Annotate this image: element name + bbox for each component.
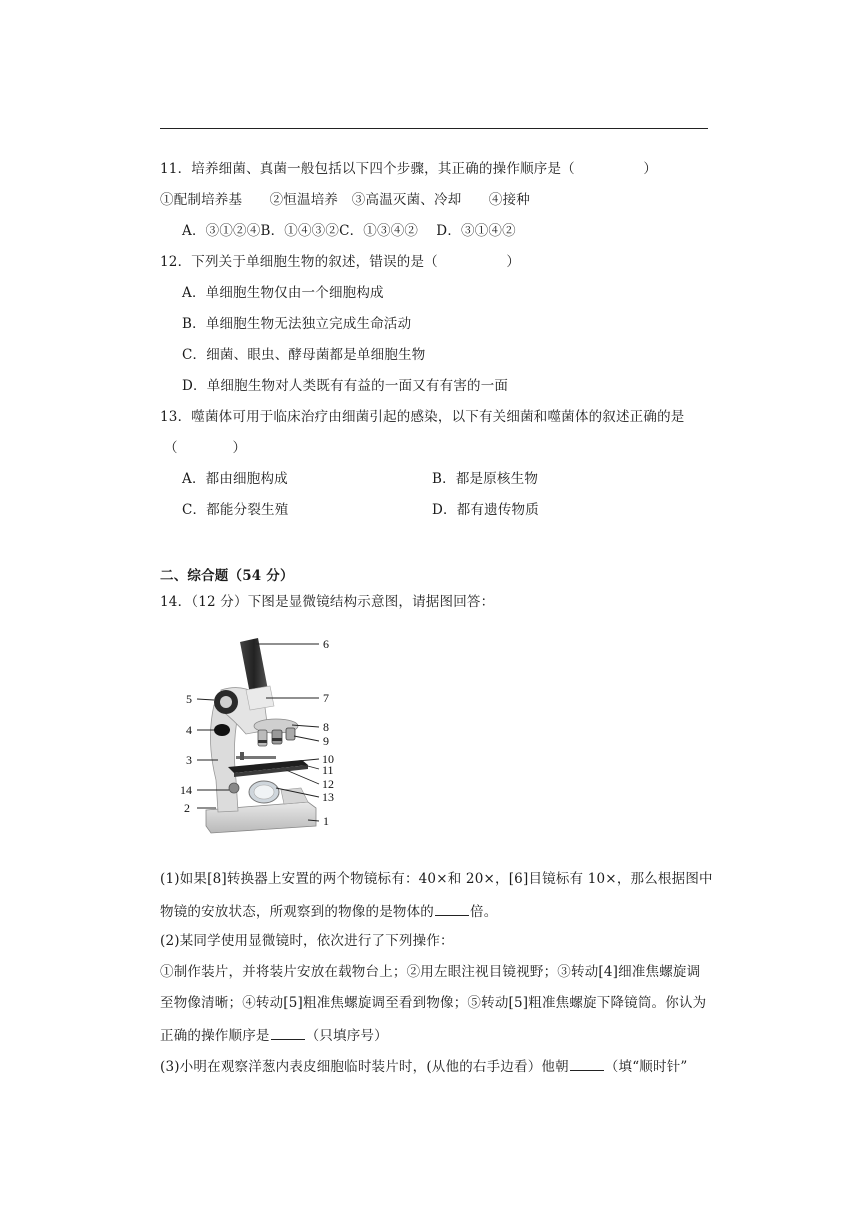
- label-4: 4: [186, 723, 192, 737]
- q12-option-d: D．单细胞生物对人类既有有益的一面又有有害的一面: [182, 378, 509, 394]
- q14-part1-line2: [160, 901, 497, 921]
- answer-blank-2[interactable]: [271, 1025, 305, 1040]
- label-11: 11: [322, 763, 334, 777]
- q14-part3-suffix: （填“顺时针”: [604, 1059, 688, 1075]
- label-8: 8: [323, 720, 329, 734]
- label-6: 6: [323, 637, 329, 651]
- q13-option-d: D．都有遗传物质: [432, 502, 539, 518]
- q14-part2-line1: (2)某同学使用显微镜时，依次进行了下列操作：: [160, 933, 454, 949]
- answer-blank-1[interactable]: [435, 901, 469, 916]
- q13-answer-paren: （ ）: [164, 440, 247, 456]
- label-14: 14: [180, 783, 192, 797]
- q12-option-b: B．单细胞生物无法独立完成生命活动: [182, 316, 412, 332]
- q14-part2-line3: 至物像清晰；④转动[5]粗准焦螺旋调至看到物像；⑤转动[5]粗准焦螺旋下降镜筒。你认为: [160, 995, 707, 1011]
- q14-part2-suffix: （只填序号）: [305, 1028, 388, 1044]
- q12-option-a: A．单细胞生物仅由一个细胞构成: [182, 285, 384, 301]
- q11-steps: ①配制培养基 ②恒温培养 ③高温灭菌、冷却 ④接种: [160, 192, 530, 208]
- label-1: 1: [323, 814, 329, 828]
- q14-part3-line1: [160, 1056, 688, 1076]
- q14-part1-line1: (1)如果[8]转换器上安置的两个物镜标有：40×和 20×，[6]目镜标有 10×，那么根据图中: [160, 871, 713, 887]
- q14-part2-line2: ①制作装片，并将装片安放在载物台上；②用左眼注视目镜视野；③转动[4]细准焦螺旋调: [160, 964, 701, 980]
- q11-options: A．③①②④B．①④③②C．①③④② D．③①④②: [182, 223, 516, 239]
- q14-part3-text: (3)小明在观察洋葱内表皮细胞临时装片时，(从他的右手边看）他朝: [160, 1059, 569, 1075]
- answer-blank-3[interactable]: [570, 1056, 604, 1071]
- section-heading: 二、综合题（54 分）: [160, 568, 294, 584]
- q14-part2-text: 正确的操作顺序是: [160, 1028, 270, 1044]
- q14-stem: 14．（12 分）下图是显微镜结构示意图，请据图回答：: [160, 594, 495, 610]
- eyepiece: [240, 638, 268, 694]
- label-5: 5: [186, 692, 192, 706]
- label-3: 3: [186, 753, 192, 767]
- objective: [258, 730, 267, 746]
- q12-stem: 12．下列关于单细胞生物的叙述，错误的是（ ）: [160, 254, 521, 270]
- q13-option-b: B．都是原核生物: [432, 471, 539, 487]
- q13-option-c: C．都能分裂生殖: [182, 502, 289, 518]
- q12-option-c: C．细菌、眼虫、酵母菌都是单细胞生物: [182, 347, 426, 363]
- label-7: 7: [323, 691, 329, 705]
- q14-part1-text: 物镜的安放状态，所观察到的物像的是物体的: [160, 904, 434, 920]
- header-rule: [160, 128, 708, 129]
- microscope-figure: [176, 630, 356, 840]
- label-13: 13: [322, 790, 334, 804]
- q13-option-a: A．都由细胞构成: [182, 471, 288, 487]
- q13-stem: 13．噬菌体可用于临床治疗由细菌引起的感染，以下有关细菌和噬菌体的叙述正确的是: [160, 409, 685, 425]
- q14-part1-suffix: 倍。: [470, 904, 498, 920]
- label-12: 12: [322, 777, 334, 791]
- label-10: 10: [322, 752, 334, 766]
- fine-adjust-knob: [214, 724, 230, 736]
- q14-part2-line4: [160, 1025, 388, 1045]
- label-9: 9: [323, 734, 329, 748]
- q11-stem: 11．培养细菌、真菌一般包括以下四个步骤，其正确的操作顺序是（ ）: [160, 161, 658, 177]
- label-2: 2: [184, 801, 190, 815]
